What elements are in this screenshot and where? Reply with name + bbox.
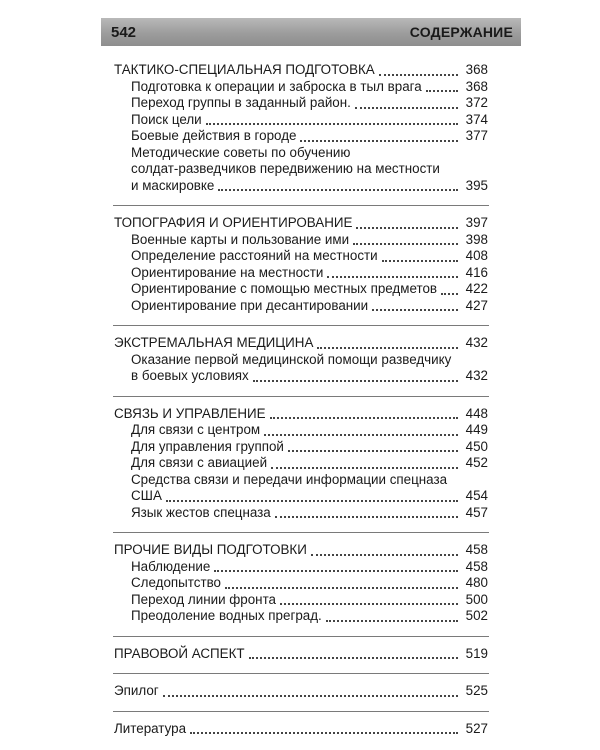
toc-subentry xyxy=(114,439,488,456)
entry-page: 458 xyxy=(465,542,488,557)
table-of-contents xyxy=(114,62,488,748)
entry-page: 500 xyxy=(465,591,488,607)
toc-subentry xyxy=(114,488,488,505)
dot-leader xyxy=(166,500,458,502)
toc-section-heading xyxy=(114,721,488,738)
toc-section-heading xyxy=(114,215,488,232)
entry-page: 527 xyxy=(465,720,488,736)
multiline-entry xyxy=(114,472,488,505)
dot-leader xyxy=(288,450,458,452)
dot-leader xyxy=(300,140,458,142)
dot-leader xyxy=(163,695,458,697)
dot-leader xyxy=(382,260,458,262)
entry-page: 502 xyxy=(465,608,488,623)
toc-subentry xyxy=(114,368,488,385)
toc-subentry xyxy=(114,128,488,145)
entry-label: Ориентирование с помощью местных предметов xyxy=(131,281,438,296)
dot-leader xyxy=(264,434,458,436)
toc-section-heading xyxy=(114,542,488,559)
toc-subentry xyxy=(114,178,488,195)
entry-page: 395 xyxy=(465,177,488,193)
toc-section xyxy=(114,396,488,522)
entry-label: ЭКСТРЕМАЛЬНАЯ МЕДИЦИНА xyxy=(114,335,314,350)
dot-leader xyxy=(270,417,458,419)
entry-page: 525 xyxy=(465,683,488,698)
entry-label: Определение расстояний на местности xyxy=(131,248,378,263)
entry-page: 452 xyxy=(465,455,488,470)
section-divider xyxy=(113,325,489,326)
toc-subentry xyxy=(114,505,488,522)
dot-leader xyxy=(355,107,458,109)
toc-section-heading xyxy=(114,335,488,352)
multiline-entry xyxy=(114,352,488,385)
entry-page: 432 xyxy=(465,368,488,383)
entry-label: и маскировке xyxy=(131,177,215,193)
toc-subentry xyxy=(114,112,488,129)
multiline-entry xyxy=(114,145,488,195)
entry-label: Боевые действия в городе xyxy=(131,128,297,143)
entry-label-line: Оказание первой медицинской помощи разведчику xyxy=(131,351,452,367)
toc-subentry xyxy=(114,79,488,96)
section-divider xyxy=(113,636,489,637)
entry-page: 427 xyxy=(465,297,488,313)
toc-section xyxy=(114,205,488,314)
entry-label: ПРАВОВОЙ АСПЕКТ xyxy=(114,645,245,661)
entry-page: 377 xyxy=(465,128,488,143)
page-number: 542 xyxy=(111,23,137,41)
entry-label: Следопытство xyxy=(131,575,221,590)
dot-leader xyxy=(249,657,458,659)
entry-page: 368 xyxy=(465,62,488,77)
entry-label: Для связи с авиацией xyxy=(131,455,268,470)
dot-leader xyxy=(353,243,458,245)
entry-label: Преодоление водных преград. xyxy=(131,608,322,623)
dot-leader xyxy=(253,380,458,382)
dot-leader xyxy=(441,293,458,295)
entry-label: ТАКТИКО-СПЕЦИАЛЬНАЯ ПОДГОТОВКА xyxy=(114,62,375,77)
entry-label: Эпилог xyxy=(114,683,159,698)
section-divider xyxy=(113,205,489,206)
toc-section xyxy=(114,711,488,738)
dot-leader xyxy=(225,587,458,589)
toc-subentry xyxy=(114,95,488,112)
entry-label: Для связи с центром xyxy=(131,422,261,437)
dot-leader xyxy=(317,347,458,349)
toc-section xyxy=(114,532,488,625)
entry-label-line: солдат-разведчиков передвижению на местности xyxy=(131,161,440,176)
toc-section-heading xyxy=(114,62,488,79)
entry-label: Наблюдение xyxy=(131,558,211,574)
dot-leader xyxy=(218,189,458,191)
dot-leader xyxy=(206,123,458,125)
toc-subentry xyxy=(114,592,488,609)
entry-label: Подготовка к операции и заброска в тыл врага xyxy=(131,78,422,94)
header-title: СОДЕРЖАНИЕ xyxy=(409,24,513,40)
entry-page: 458 xyxy=(465,558,488,574)
entry-label: Ориентирование при десантировании xyxy=(131,297,369,313)
toc-subentry xyxy=(114,559,488,576)
entry-page: 422 xyxy=(465,281,488,296)
dot-leader xyxy=(311,554,458,556)
entry-label: в боевых условиях xyxy=(131,368,249,383)
entry-label-line: Методические советы по обучению xyxy=(131,144,351,160)
entry-label: Поиск цели xyxy=(131,111,202,127)
section-divider xyxy=(113,711,489,712)
entry-label: ТОПОГРАФИЯ И ОРИЕНТИРОВАНИЕ xyxy=(114,215,353,230)
entry-page: 408 xyxy=(465,248,488,263)
dot-leader xyxy=(426,90,458,92)
entry-page: 397 xyxy=(465,215,488,230)
dot-leader xyxy=(372,309,458,311)
dot-leader xyxy=(280,603,458,605)
entry-label: Ориентирование на местности xyxy=(131,264,324,280)
entry-label: ПРОЧИЕ ВИДЫ ПОДГОТОВКИ xyxy=(114,542,307,557)
section-divider xyxy=(113,673,489,674)
entry-page: 416 xyxy=(465,264,488,280)
entry-label: США xyxy=(131,488,162,503)
entry-page: 457 xyxy=(465,504,488,520)
dot-leader xyxy=(190,732,458,734)
dot-leader xyxy=(327,276,458,278)
toc-subentry xyxy=(114,455,488,472)
toc-section-heading xyxy=(114,646,488,663)
toc-subentry xyxy=(114,232,488,249)
entry-label: Переход группы в заданный район. xyxy=(131,95,351,110)
toc-section xyxy=(114,325,488,385)
entry-page: 448 xyxy=(465,405,488,421)
dot-leader xyxy=(275,516,458,518)
entry-label-line: Средства связи и передачи информации спецназа xyxy=(131,471,448,487)
section-divider xyxy=(113,396,489,397)
entry-page: 368 xyxy=(465,78,488,94)
entry-label: СВЯЗЬ И УПРАВЛЕНИЕ xyxy=(114,405,266,421)
entry-page: 432 xyxy=(465,335,488,350)
entry-page: 449 xyxy=(465,422,488,437)
toc-subentry xyxy=(114,575,488,592)
entry-label: Литература xyxy=(114,720,187,736)
entry-label: Для управления группой xyxy=(131,438,284,454)
toc-section xyxy=(114,673,488,700)
entry-page: 374 xyxy=(465,111,488,127)
dot-leader xyxy=(379,74,458,76)
toc-section xyxy=(114,62,488,194)
dot-leader xyxy=(214,570,458,572)
entry-page: 450 xyxy=(465,438,488,454)
dot-leader xyxy=(326,620,458,622)
toc-subentry xyxy=(114,265,488,282)
entry-label: Военные карты и пользование ими xyxy=(131,231,350,247)
toc-section-heading xyxy=(114,683,488,700)
toc-subentry xyxy=(114,422,488,439)
entry-page: 519 xyxy=(465,645,488,661)
entry-page: 480 xyxy=(465,575,488,590)
section-divider xyxy=(113,532,489,533)
toc-subentry xyxy=(114,298,488,315)
toc-subentry xyxy=(114,608,488,625)
entry-label: Переход линии фронта xyxy=(131,591,277,607)
toc-section-heading xyxy=(114,406,488,423)
toc-subentry xyxy=(114,281,488,298)
entry-page: 398 xyxy=(465,231,488,247)
toc-section xyxy=(114,636,488,663)
toc-subentry xyxy=(114,248,488,265)
dot-leader xyxy=(271,467,458,469)
entry-label: Язык жестов спецназа xyxy=(131,504,271,520)
entry-page: 372 xyxy=(465,95,488,110)
running-header xyxy=(101,18,521,46)
entry-page: 454 xyxy=(465,488,488,503)
dot-leader xyxy=(356,227,458,229)
